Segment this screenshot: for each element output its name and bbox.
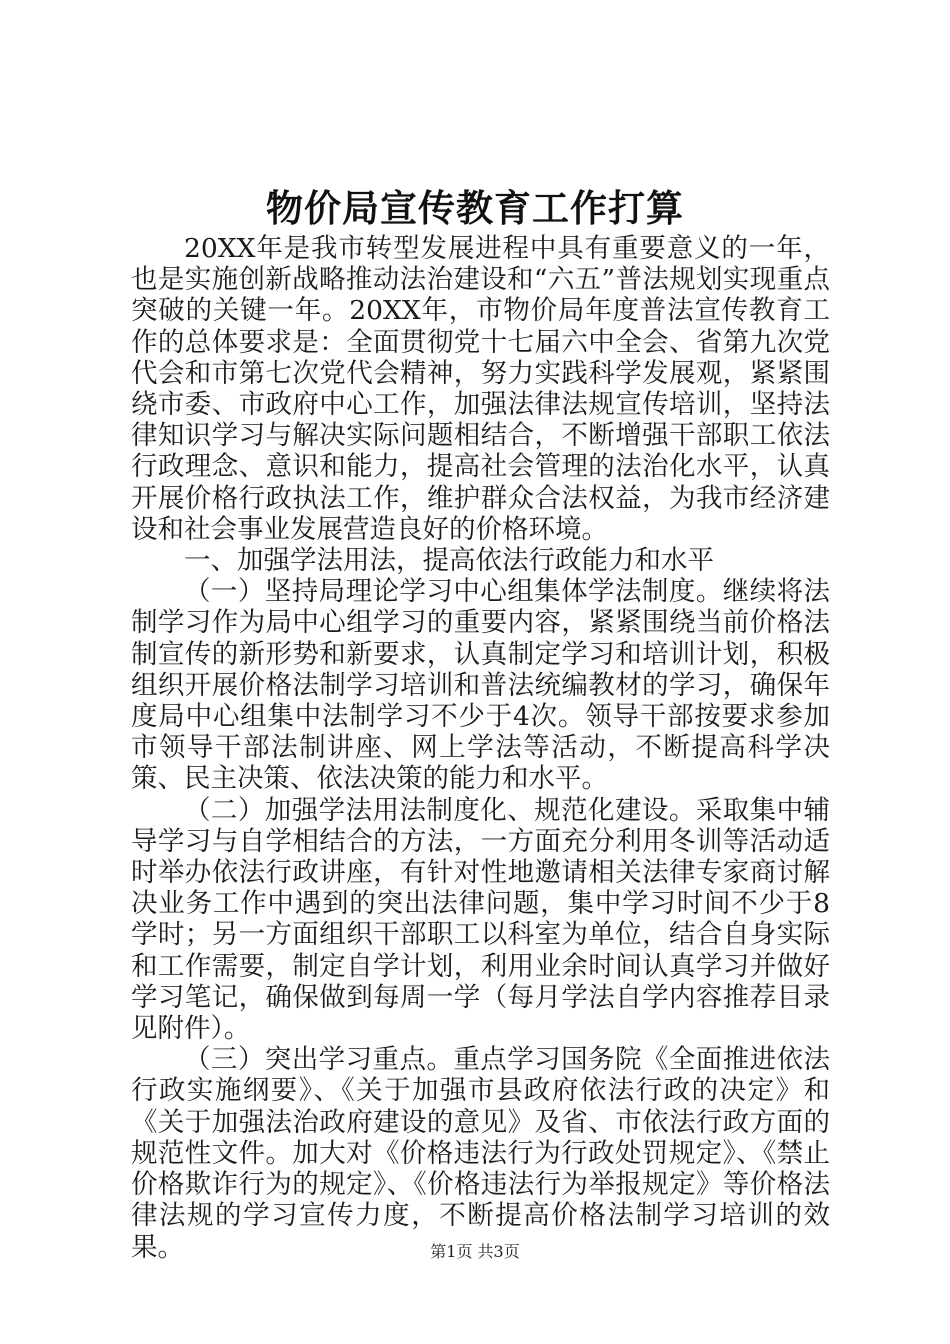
intro-paragraph: 20XX年是我市转型发展进程中具有重要意义的一年，也是实施创新战略推动法治建设和“六五”普法规划实现重点突破的关键一年。20XX年，市物价局年度普法宣传教育工作的总体要求是：全面贯彻党十七届六中全会、省第九次党代会和市第七次党代会精神，努力实践科学发展观，紧紧围绕市委、市政府中心工作，加强法律法规宣传培训，坚持法律知识学习与解决实际问题相结合，不断增强干部职工依法行政理念、意识和能力，提高社会管理的法治化水平，认真开展价格行政执法工作，维护群众合法权益，为我市经济建设和社会事业发展营造良好的价格环境。 [131, 233, 830, 545]
document-title: 物价局宣传教育工作打算 [266, 186, 684, 230]
paragraph-item-1: （一）坚持局理论学习中心组集体学法制度。继续将法制学习作为局中心组学习的重要内容，紧紧围绕当前价格法制宣传的新形势和新要求，认真制定学习和培训计划，积极组织开展价格法制学习培训和普法统编教材的学习，确保年度局中心组集中法制学习不少于4次。领导干部按要求参加市领导干部法制讲座、网上学法等活动，不断提高科学决策、民主决策、依法决策的能力和水平。 [131, 576, 830, 795]
section-heading-1: 一、加强学法用法，提高依法行政能力和水平 [184, 545, 714, 577]
paragraph-item-2: （二）加强学法用法制度化、规范化建设。采取集中辅导学习与自学相结合的方法，一方面充分利用冬训等活动适时举办依法行政讲座，有针对性地邀请相关法律专家商讨解决业务工作中遇到的突出法律问题，集中学习时间不少于8学时；另一方面组织干部职工以科室为单位，结合自身实际和工作需要，制定自学计划，利用业余时间认真学习并做好学习笔记，确保做到每周一学（每月学法自学内容推荐目录见附件）。 [131, 794, 830, 1045]
paragraph-item-3: （三）突出学习重点。重点学习国务院《全面推进依法行政实施纲要》、《关于加强市县政府依法行政的决定》和《关于加强法治政府建设的意见》及省、市依法行政方面的规范性文件。加大对《价格违法行为行政处罚规定》、《禁止价格欺诈行为的规定》、《价格违法行为举报规定》等价格法律法规的学习宣传力度，不断提高价格法制学习培训的效果。 [131, 1044, 830, 1263]
page-number-footer: 第1页 共3页 [430, 1242, 520, 1261]
document-body [131, 233, 830, 1263]
